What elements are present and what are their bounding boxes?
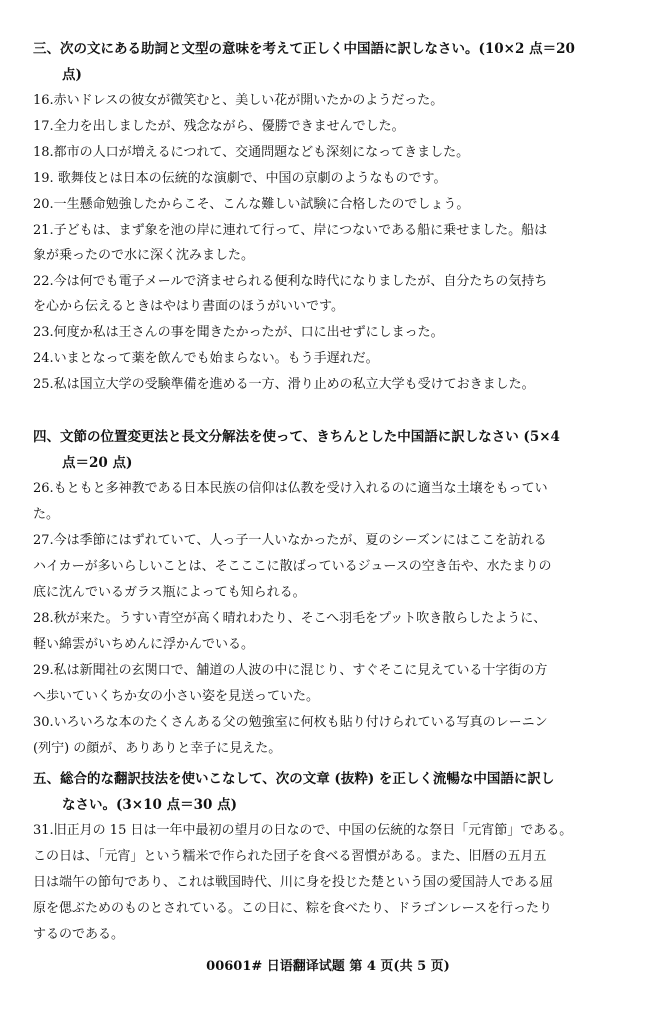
question-20: 20.一生懸命勉強したからこそ、こんな難しい試験に合格したのでしょう。 xyxy=(33,197,470,212)
question-27-cont1: ハイカーが多いらしいことは、そこここに散ばっているジュースの空き缶や、水たまりの xyxy=(33,559,552,574)
question-27: 27.今は季節にはずれていて、人っ子一人いなかったが、夏のシーズンにはここを訪れる xyxy=(33,533,547,548)
question-18: 18.都市の人口が増えるにつれて、交通問題なども深刻になってきました。 xyxy=(33,145,470,160)
question-23: 23.何度か私は王さんの事を聞きたかったが、口に出せずにしまった。 xyxy=(33,325,444,340)
question-30: 30.いろいろな本のたくさんある父の勉強室に何枚も貼り付けられている写真のレーニン xyxy=(33,715,548,730)
question-24: 24.いまとなって薬を飲んでも始まらない。もう手遅れだ。 xyxy=(33,351,379,366)
question-25: 25.私は国立大学の受験準備を進める一方、滑り止めの私立大学も受けておきました。 xyxy=(33,377,535,392)
question-19: 19. 歌舞伎とは日本の伝統的な演劇で、中国の京劇のようなものです。 xyxy=(33,171,447,186)
question-26: 26.もともと多神教である日本民族の信仰は仏教を受け入れるのに適当な土壌をもってい xyxy=(33,481,548,496)
question-30-cont: (列宁) の顔が、ありありと幸子に見えた。 xyxy=(33,741,282,756)
question-17: 17.全力を出しましたが、残念ながら、優勝できませんでした。 xyxy=(33,119,405,134)
question-26-cont: た。 xyxy=(33,507,60,522)
section-4-heading-cont: 点＝20 点) xyxy=(62,455,133,471)
question-31-cont1: この日は、「元宵」という糯米で作られた団子を食べる習慣がある。また、旧暦の五月五 xyxy=(33,849,547,864)
question-28-cont: 軽い綿雲がいちめんに浮かんでいる。 xyxy=(33,637,255,652)
section-5-heading: 五、総合的な翻訳技法を使いこなして、次の文章 (抜粋) を正しく流暢な中国語に訳し xyxy=(33,771,555,787)
question-21-cont: 象が乗ったので水に深く沈みました。 xyxy=(33,248,255,263)
question-16: 16.赤いドレスの彼女が微笑むと、美しい花が開いたかのようだった。 xyxy=(33,93,444,108)
question-22: 22.今は何でも電子メールで済ませられる便利な時代になりましたが、自分たちの気持ち xyxy=(33,274,548,289)
question-31-cont2: 日は端午の節句であり、これは戦国時代、川に身を投じた楚という国の愛国詩人である屈 xyxy=(33,875,554,890)
question-31-cont4: するのである。 xyxy=(33,927,125,942)
question-29: 29.私は新聞社の玄関口で、舗道の人波の中に混じり、すぐそこに見えている十字街の方 xyxy=(33,663,548,678)
question-22-cont: を心から伝えるときはやはり書面のほうがいいです。 xyxy=(33,299,344,314)
section-3-heading-cont: 点) xyxy=(62,67,82,83)
question-31: 31.旧正月の 15 日は一年中最初の望月の日なので、中国の伝統的な祭日「元宵節」である。 xyxy=(33,823,573,838)
page-footer: 00601# 日语翻译试题 第 4 页(共 5 页) xyxy=(206,959,450,974)
question-27-cont2: 底に沈んでいるガラス瓶によっても知られる。 xyxy=(33,585,306,600)
section-5-heading-cont: なさい。(3×10 点＝30 点) xyxy=(62,797,237,813)
question-31-cont3: 原を偲ぶためのものとされている。この日に、粽を食べたり、ドラゴンレースを行ったり xyxy=(33,901,553,916)
section-4-heading: 四、文節の位置変更法と長文分解法を使って、きちんとした中国語に訳しなさい (5×4 xyxy=(33,429,560,445)
section-3-heading: 三、次の文にある助詞と文型の意味を考えて正しく中国語に訳しなさい。(10×2 点＝20 xyxy=(33,41,575,57)
question-21: 21.子どもは、まず象を池の岸に連れて行って、岸につないである船に乗せました。船は xyxy=(33,223,548,238)
question-29-cont: へ歩いていくちか女の小さい姿を見送っていた。 xyxy=(33,689,320,704)
question-28: 28.秋が来た。うすい青空が高く晴れわたり、そこへ羽毛をプット吹き散らしたように、 xyxy=(33,611,547,626)
